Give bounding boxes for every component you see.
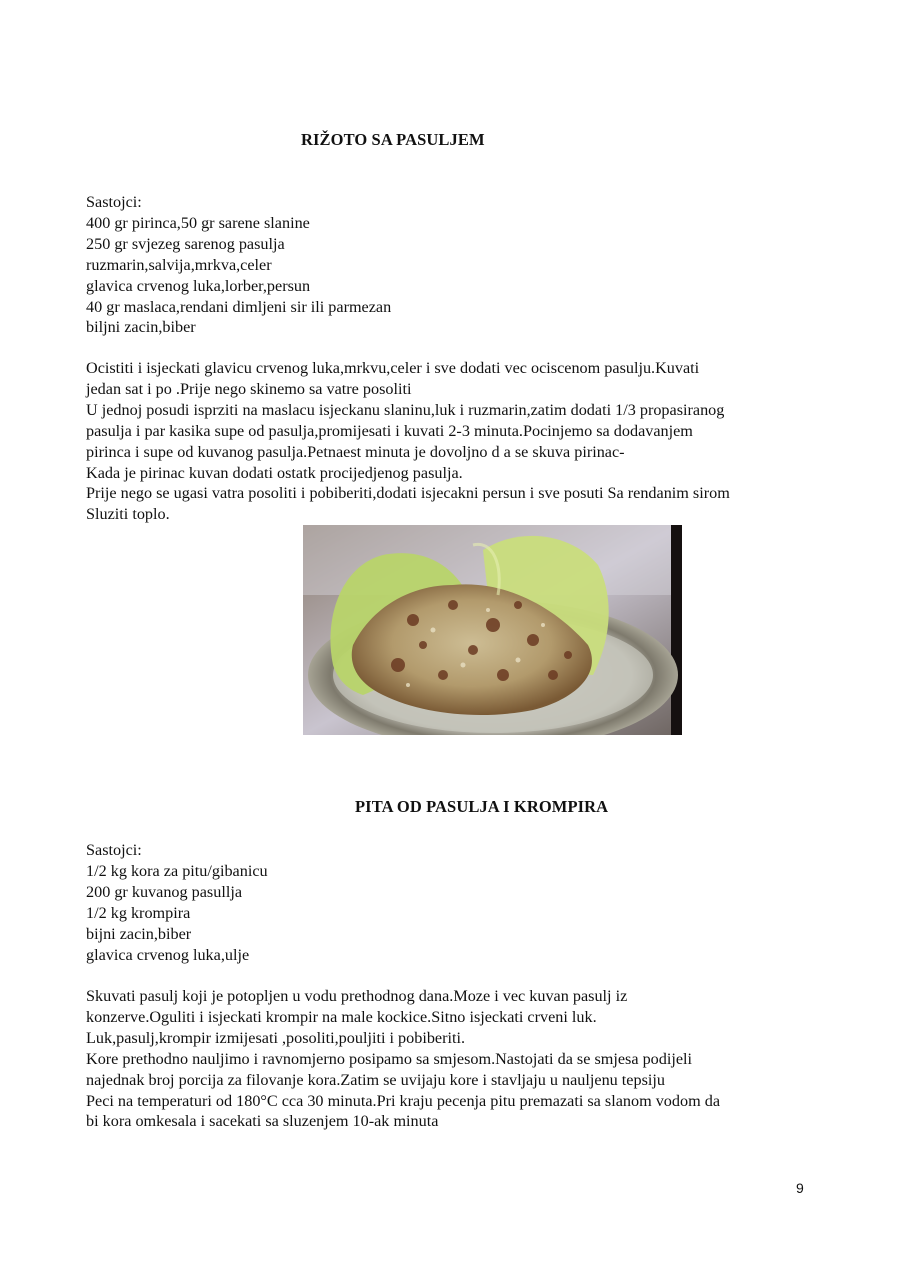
ingredient-line: glavica crvenog luka,ulje	[86, 945, 250, 964]
instruction-line: U jednoj posudi isprziti na maslacu isjeckanu slaninu,luk i ruzmarin,zatim dodati 1/3 propasiranog	[86, 400, 725, 419]
recipe1-instructions	[86, 358, 826, 525]
recipe1-title: RIŽOTO SA PASULJEM	[301, 130, 485, 149]
instruction-line: Ocistiti i isjeckati glavicu crvenog luka,mrkvu,celer i sve dodati vec ociscenom pasulju.Kuvati	[86, 359, 700, 377]
ingredients-heading: Sastojci:	[86, 193, 142, 211]
instruction-line: pirinca i supe od kuvanog pasulja.Petnaest minuta je dovoljno d a se skuva pirinac-	[86, 442, 625, 461]
ingredient-line: ruzmarin,salvija,mrkva,celer	[86, 255, 272, 274]
instruction-line: Prije nego se ugasi vatra posoliti i pobiberiti,dodati isjecakni persun i sve posuti Sa rendanim sirom	[86, 484, 730, 503]
ingredient-line: 1/2 kg krompira	[86, 903, 191, 922]
recipe2-instructions	[86, 986, 826, 1132]
recipe2-ingredients	[86, 840, 826, 965]
instruction-line: konzerve.Oguliti i isjeckati krompir na male kockice.Sitno isjeckati crveni luk.	[86, 1007, 597, 1026]
instruction-line: Sluziti toplo.	[86, 505, 170, 524]
ingredient-line: bijni zacin,biber	[86, 924, 192, 943]
instruction-line: Skuvati pasulj koji je potopljen u vodu prethodnog dana.Moze i vec kuvan pasulj iz	[86, 987, 628, 1005]
instruction-line: jedan sat i po .Prije nego skinemo sa vatre posoliti	[86, 379, 412, 398]
instruction-line: najednak broj porcija za filovanje kora.Zatim se uvijaju kore i stavljaju u nauljenu tepsiju	[86, 1070, 665, 1089]
ingredient-line: 1/2 kg kora za pitu/gibanicu	[86, 861, 268, 880]
recipe2-title: PITA OD PASULJA I KROMPIRA	[355, 797, 609, 816]
ingredient-line: 400 gr pirinca,50 gr sarene slanine	[86, 213, 310, 232]
ingredient-line: 250 gr svjezeg sarenog pasulja	[86, 234, 285, 253]
ingredient-line: biljni zacin,biber	[86, 318, 196, 337]
instruction-line: bi kora omkesala i sacekati sa sluzenjem 10-ak minuta	[86, 1112, 439, 1131]
ingredient-line: glavica crvenog luka,lorber,persun	[86, 276, 311, 295]
risotto-photo	[303, 525, 682, 735]
ingredients-heading: Sastojci:	[86, 841, 142, 859]
ingredient-line: 200 gr kuvanog pasullja	[86, 882, 243, 901]
instruction-line: Peci na temperaturi od 180°C cca 30 minuta.Pri kraju pecenja pitu premazati sa slanom vodom da	[86, 1091, 720, 1110]
ingredient-line: 40 gr maslaca,rendani dimljeni sir ili parmezan	[86, 297, 392, 316]
recipe1-ingredients	[86, 192, 826, 338]
page-number: 9	[796, 1180, 804, 1196]
instruction-line: Kada je pirinac kuvan dodati ostatk procijedjenog pasulja.	[86, 463, 463, 482]
instruction-line: pasulja i par kasika supe od pasulja,promijesati i kuvati 2-3 minuta.Pocinjemo sa dodavanjem	[86, 421, 693, 440]
instruction-line: Luk,pasulj,krompir izmijesati ,posoliti,pouljiti i pobiberiti.	[86, 1028, 466, 1047]
instruction-line: Kore prethodno nauljimo i ravnomjerno posipamo sa smjesom.Nastojati da se smjesa podijeli	[86, 1049, 693, 1068]
